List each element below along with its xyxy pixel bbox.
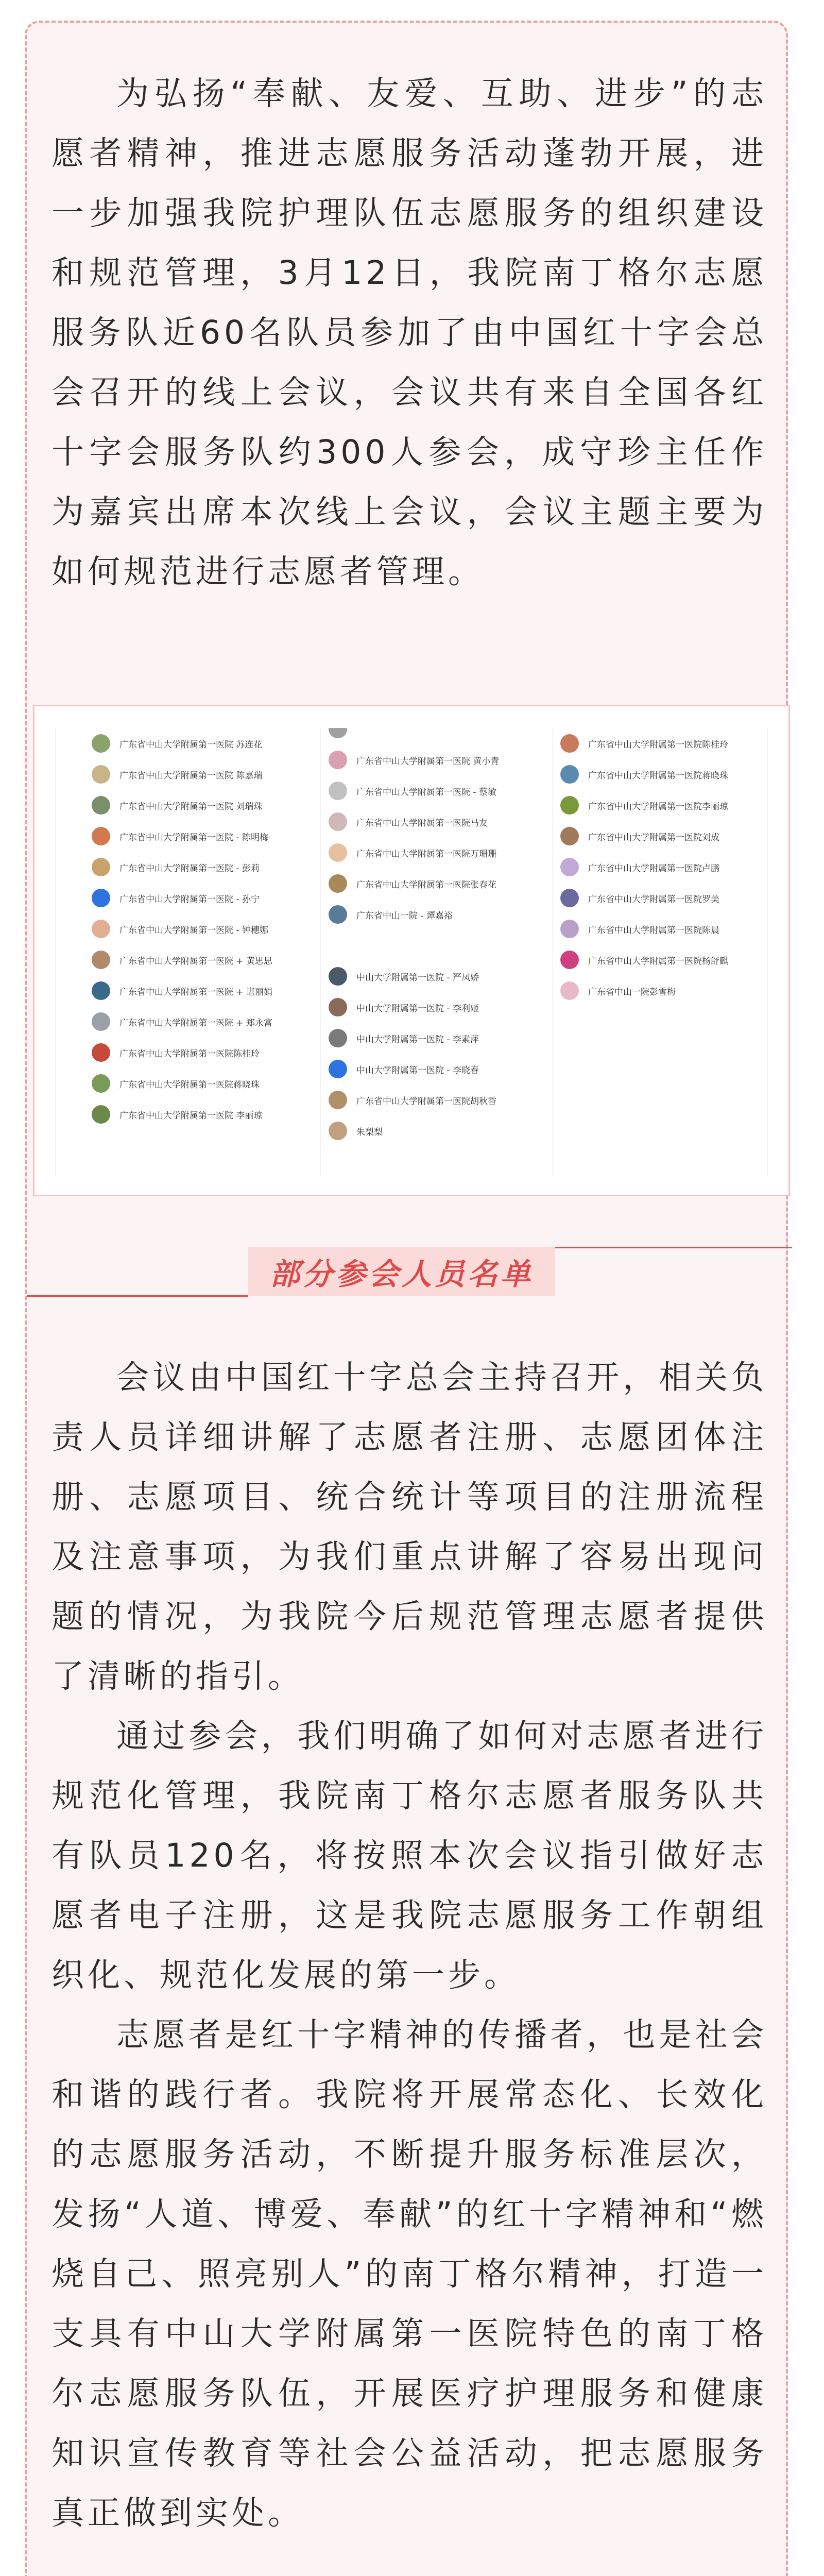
avatar: [92, 920, 110, 938]
participant-name: 广东省中山大学附属第一医院 + 郑永富: [119, 1018, 273, 1028]
participant-row: [92, 852, 318, 883]
participant-name: 广东省中山大学附属第一医院 - 彭莉: [119, 863, 260, 874]
participant-row: [329, 1023, 555, 1054]
participant-column-3: [560, 728, 768, 1006]
participant-name: 广东省中山大学附属第一医院蒋晓珠: [119, 1079, 260, 1090]
intro-section: [52, 64, 767, 602]
avatar: [560, 765, 579, 784]
participant-row: [92, 1068, 318, 1099]
participant-row: [92, 883, 318, 913]
column-divider: [552, 728, 553, 1176]
avatar: [329, 967, 347, 986]
avatar: [92, 1012, 110, 1031]
avatar: [329, 728, 347, 738]
participant-row: [329, 961, 555, 992]
image-caption: [248, 1247, 555, 1296]
avatar: [329, 1060, 347, 1078]
participant-row: [329, 992, 555, 1023]
participant-name: 中山大学附属第一医院 - 李晓春: [356, 1065, 479, 1076]
avatar: [560, 920, 579, 938]
participant-name: 广东省中山大学附属第一医院刘成: [588, 832, 719, 843]
avatar: [329, 1091, 347, 1109]
body-paragraph-3: 志愿者是红十字精神的传播者，也是社会和谐的践行者。我院将开展常态化、长效化的志愿服务活动，不断提升服务标准层次，发扬“人道、博爱、奉献”的红十字精神和“燃烧自己、照亮别人”的南丁格尔精神，打造一支具有中山大学附属第一医院特色的南丁格尔志愿服务队伍，开展医疗护理服务和健康知识宣传教育等社会公益活动，把志愿服务真正做到实处。: [52, 2016, 767, 2532]
avatar: [92, 889, 110, 907]
participant-row: [329, 1084, 555, 1115]
participant-row: [92, 728, 318, 759]
participant-row: [329, 775, 555, 806]
participant-row: [329, 1115, 555, 1146]
avatar: [329, 751, 347, 769]
participant-row: [329, 868, 555, 899]
avatar: [560, 858, 579, 876]
avatar: [329, 1122, 347, 1140]
participant-name: 广东省中山大学附属第一医院 + 黄思思: [119, 956, 273, 967]
participant-row: [329, 930, 555, 961]
participant-name: 中山大学附属第一医院 - 李素萍: [356, 1034, 479, 1045]
meeting-screenshot: [33, 705, 790, 1196]
participant-row: [560, 852, 768, 883]
avatar: [92, 1105, 110, 1124]
participant-name: 广东省中山一院 - 谭嘉裕: [356, 910, 453, 921]
participant-row: [92, 821, 318, 852]
participant-name: 广东省中山大学附属第一医院 - 钟穗娜: [119, 925, 268, 936]
avatar: [92, 734, 110, 753]
avatar: [560, 827, 579, 845]
avatar: [92, 981, 110, 1000]
participant-name: 广东省中山大学附属第一医院 苏连花: [119, 739, 263, 750]
participant-name: 广东省中山大学附属第一医院 - 陈明梅: [119, 832, 268, 843]
participant-name: 广东省中山大学附属第一医院马友: [356, 818, 488, 828]
participant-row: [92, 975, 318, 1006]
participant-row: [329, 899, 555, 930]
participant-row: [92, 1037, 318, 1068]
participant-row: [329, 744, 555, 775]
avatar: [329, 1029, 347, 1047]
avatar: [329, 874, 347, 893]
participant-name: 广东省中山大学附属第一医院李丽琼: [588, 801, 728, 812]
participant-name: 广东省中山大学附属第一医院卢鹏: [588, 863, 719, 874]
participant-name: 广东省中山大学附属第一医院陈桂玲: [588, 739, 728, 750]
participant-row: [560, 821, 768, 852]
participant-row: [92, 1006, 318, 1037]
participant-column-2: [329, 728, 555, 1146]
avatar: [560, 981, 579, 1000]
participant-name: 朱梨梨: [356, 1127, 383, 1138]
participant-name: 广东省中山大学附属第一医院 - 孙宁: [119, 894, 260, 905]
participant-name: 中山大学附属第一医院 - 李利姬: [356, 1003, 479, 1014]
participant-name: 广东省中山大学附属第一医院张春花: [356, 879, 496, 890]
avatar: [560, 889, 579, 907]
participant-row: [92, 790, 318, 821]
participant-row: [92, 913, 318, 944]
participant-row: [329, 728, 555, 744]
avatar: [329, 998, 347, 1016]
avatar: [92, 858, 110, 876]
participant-row: [560, 913, 768, 944]
caption-rule-right: [555, 1247, 792, 1248]
avatar: [560, 734, 579, 753]
participant-name: 广东省中山大学附属第一医院 黄小青: [356, 756, 500, 767]
participant-row: [560, 790, 768, 821]
participant-row: [560, 759, 768, 790]
avatar: [329, 843, 347, 862]
caption-rule-left: [27, 1295, 248, 1297]
participant-name: 广东省中山大学附属第一医院杨舒麒: [588, 956, 728, 967]
participant-name: 广东省中山大学附属第一医院万珊珊: [356, 849, 496, 859]
avatar: [92, 827, 110, 845]
participant-name: 广东省中山大学附属第一医院胡秋香: [356, 1096, 496, 1107]
column-divider: [320, 728, 321, 1176]
participant-name: 广东省中山一院彭雪梅: [588, 987, 676, 997]
participant-name: 广东省中山大学附属第一医院 陈嘉瑞: [119, 770, 263, 781]
participant-name: 广东省中山大学附属第一医院陈晨: [588, 925, 719, 936]
avatar: [560, 951, 579, 969]
participant-name: 广东省中山大学附属第一医院 李丽琼: [119, 1110, 263, 1121]
participant-row: [560, 975, 768, 1006]
avatar: [329, 936, 347, 955]
participant-name: 中山大学附属第一医院 - 严凤娇: [356, 972, 479, 983]
participant-row: [329, 1054, 555, 1084]
avatar: [560, 796, 579, 815]
avatar: [329, 905, 347, 924]
participant-list: [55, 728, 768, 1176]
avatar: [329, 812, 347, 831]
participant-column-1: [92, 728, 318, 1130]
avatar: [92, 1043, 110, 1062]
participant-name: 广东省中山大学附属第一医院蒋晓珠: [588, 770, 728, 781]
body-section: [52, 1348, 767, 2543]
participant-row: [560, 944, 768, 975]
participant-row: [92, 759, 318, 790]
participant-row: [560, 883, 768, 913]
avatar: [92, 951, 110, 969]
participant-row: [92, 944, 318, 975]
avatar: [92, 796, 110, 815]
participant-row: [329, 837, 555, 868]
participant-row: [92, 1099, 318, 1130]
participant-row: [329, 806, 555, 837]
caption-text: 部分参会人员名单: [269, 1257, 534, 1292]
participant-name: 广东省中山大学附属第一医院陈桂玲: [119, 1048, 260, 1059]
participant-row: [560, 728, 768, 759]
avatar: [329, 782, 347, 800]
avatar: [92, 765, 110, 784]
participant-name: 广东省中山大学附属第一医院罗美: [588, 894, 719, 905]
intro-paragraph: 为弘扬“奉献、友爱、互助、进步”的志愿者精神，推进志愿服务活动蓬勃开展，进一步加强我院护理队伍志愿服务的组织建设和规范管理，3月12日，我院南丁格尔志愿服务队近60名队员参加了由中国红十字会总会召开的线上会议，会议共有来自全国各红十字会服务队约300人参会，成守珍主任作为嘉宾出席本次线上会议，会议主题主要为如何规范进行志愿者管理。: [52, 75, 767, 590]
participant-name: 广东省中山大学附属第一医院 刘瑞珠: [119, 801, 263, 812]
avatar: [92, 1074, 110, 1093]
participant-name: 广东省中山大学附属第一医院 - 蔡敏: [356, 787, 496, 798]
body-paragraph-1: 会议由中国红十字总会主持召开，相关负责人员详细讲解了志愿者注册、志愿团体注册、志愿项目、统合统计等项目的注册流程及注意事项，为我们重点讲解了容易出现问题的情况，为我院今后规范管理志愿者提供了清晰的指引。: [52, 1359, 767, 1695]
body-paragraph-2: 通过参会，我们明确了如何对志愿者进行规范化管理，我院南丁格尔志愿者服务队共有队员120名，将按照本次会议指引做好志愿者电子注册，这是我院志愿服务工作朝组织化、规范化发展的第一步。: [52, 1717, 767, 1994]
participant-name: 广东省中山大学附属第一医院 + 谌丽娟: [119, 987, 273, 997]
